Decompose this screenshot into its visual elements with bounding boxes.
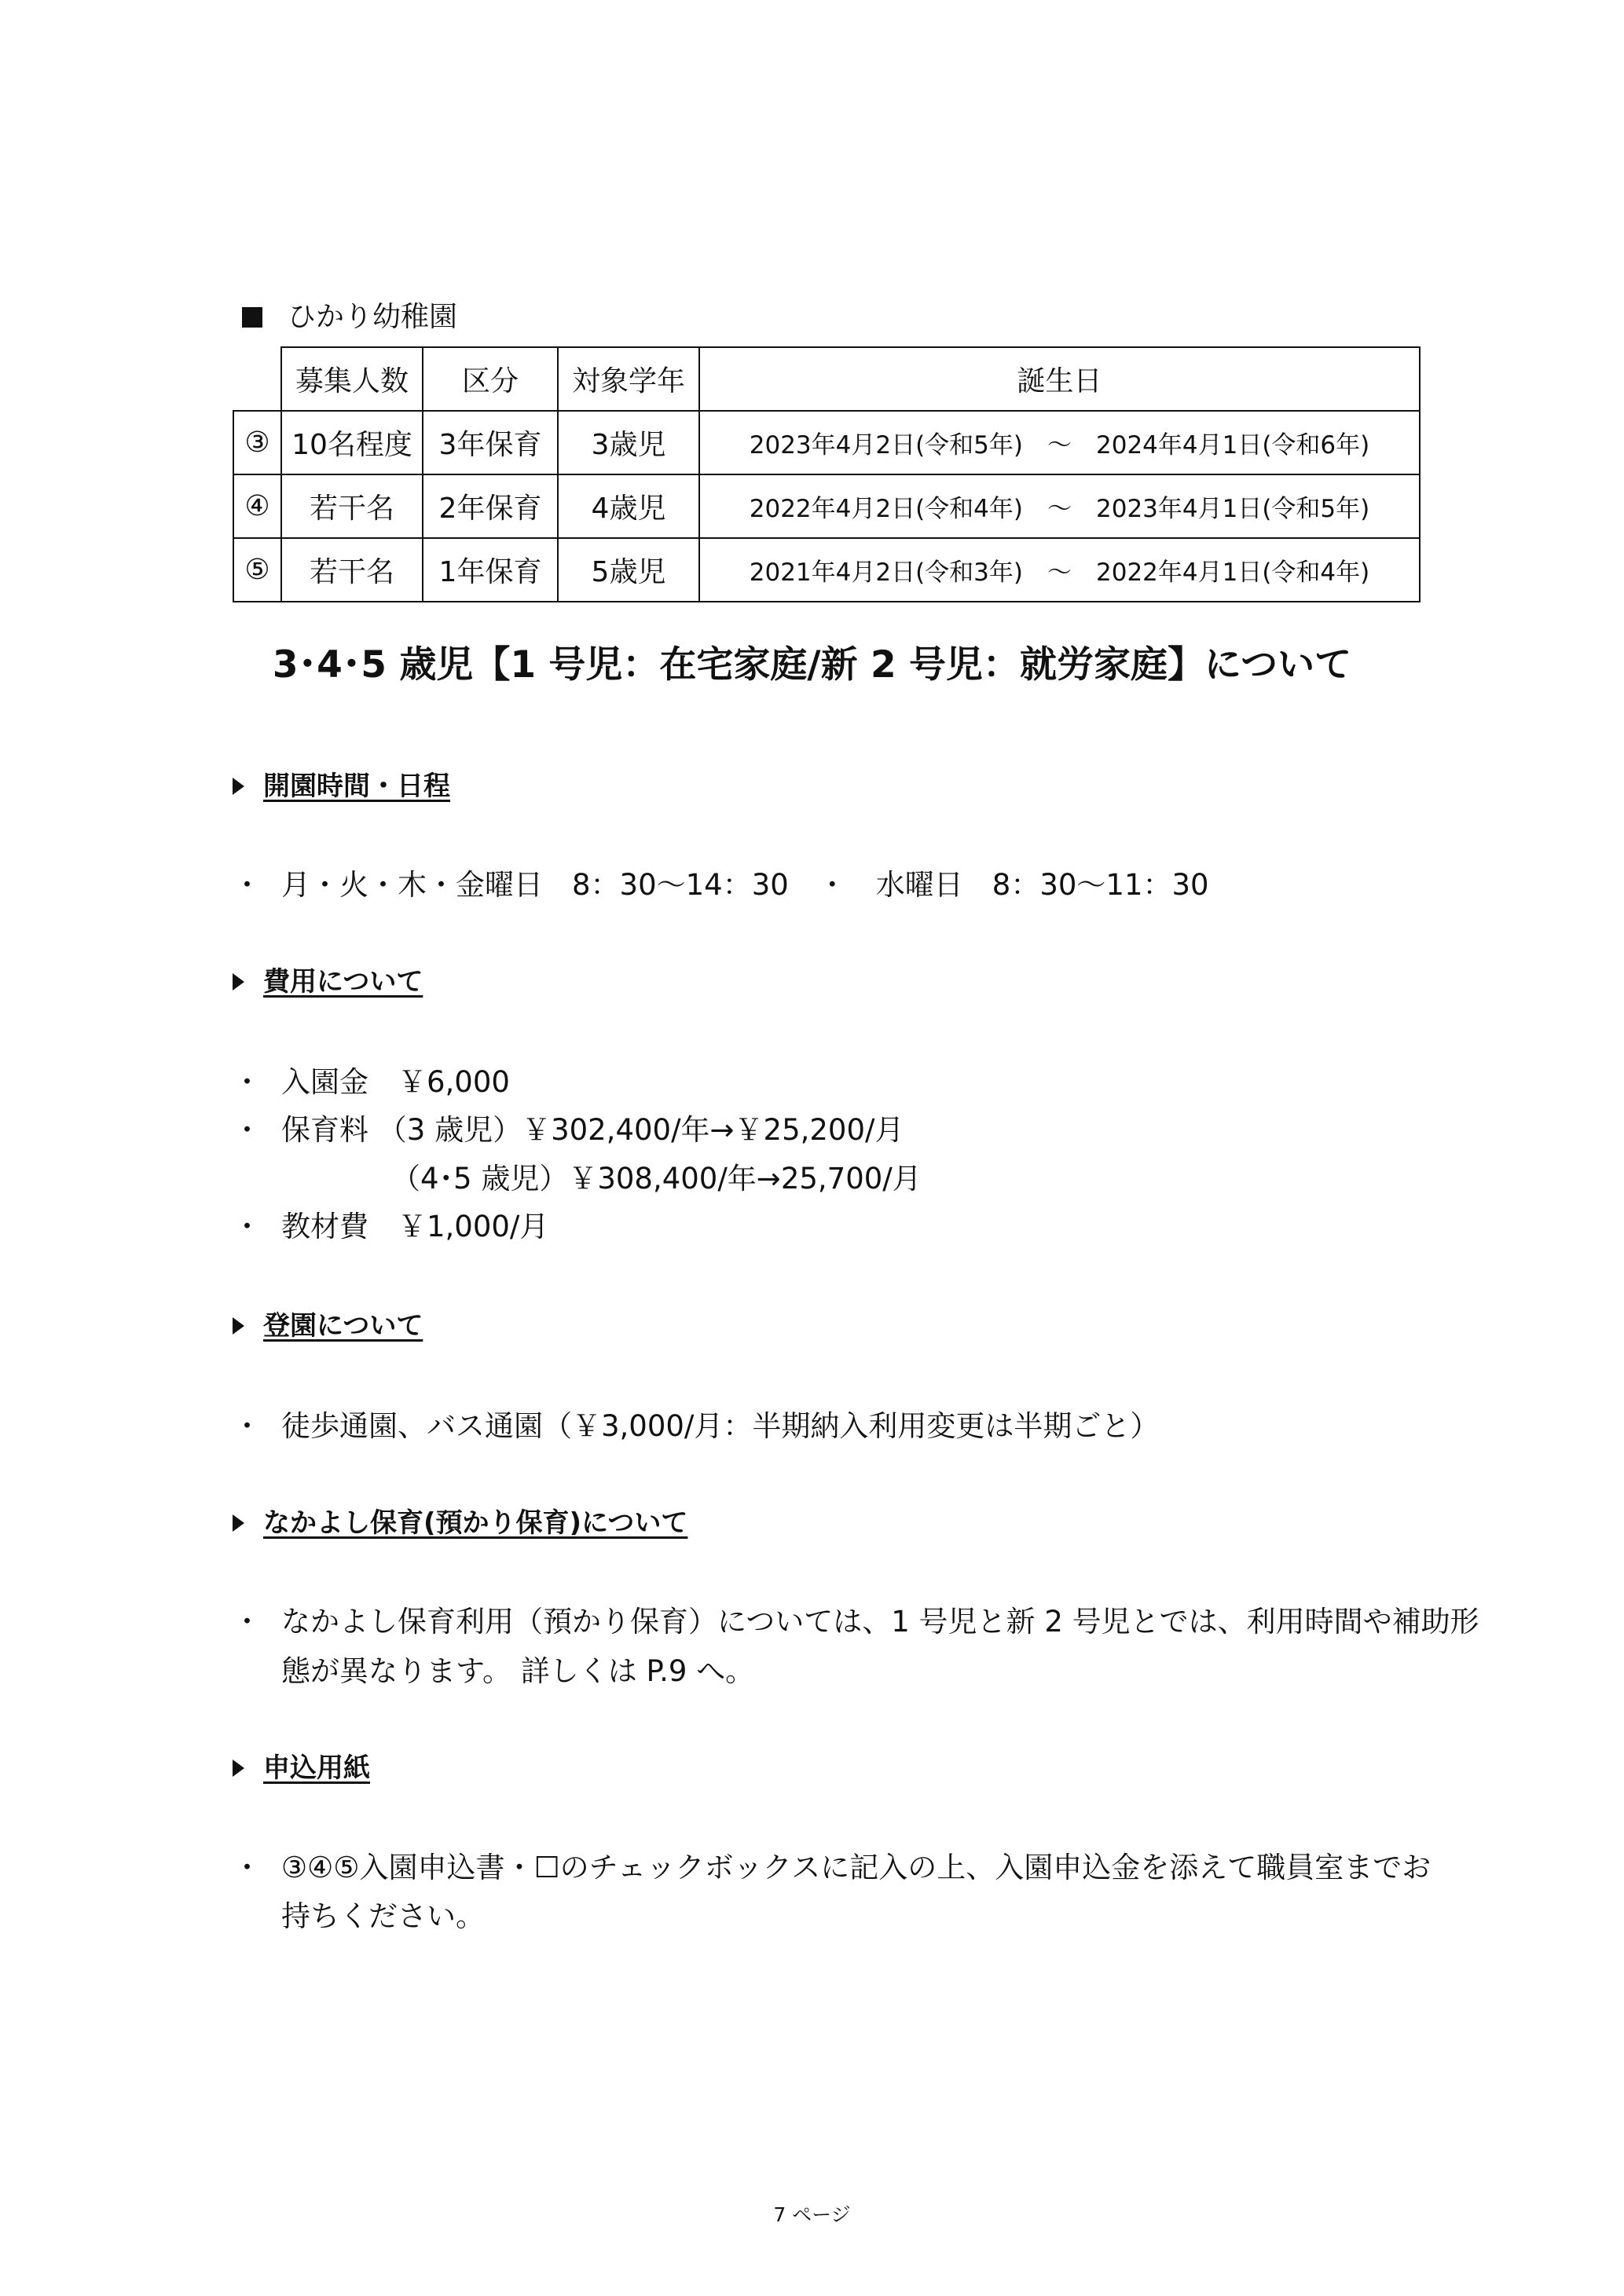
row-capacity: 若干名 <box>281 538 423 602</box>
header-capacity: 募集人数 <box>281 347 423 411</box>
table-row <box>233 474 1420 538</box>
list-item-continuation: 態が異なります。 詳しくは P.9 へ。 <box>281 1654 755 1688</box>
bullet-dot: ・ <box>233 1409 262 1443</box>
section-title-fees <box>233 964 423 1000</box>
section-title-text: 費用について <box>263 966 423 998</box>
row-birthdate: 2021年4月2日(令和3年) ～ 2022年4月1日(令和4年) <box>699 538 1420 602</box>
list-item-text: 月・火・木・金曜日 8：30～14：30 ・ 水曜日 8：30～11：30 <box>281 868 1209 902</box>
bullet-dot: ・ <box>233 1851 262 1884</box>
page-number: 7 ページ <box>773 2203 851 2226</box>
section-title-commute <box>233 1308 423 1344</box>
table-header-row <box>233 347 1420 411</box>
section-title-text: 登園について <box>263 1310 423 1342</box>
list-item-text: 徒歩通園、バス通園（￥3,000/月：半期納入利用変更は半期ごと） <box>281 1409 1160 1443</box>
list-item-text: ③④⑤入園申込書・☐のチェックボックスに記入の上、入園申込金を添えて職員室までお <box>281 1851 1432 1884</box>
header-category: 区分 <box>423 347 558 411</box>
section-title-childcare <box>233 1505 687 1541</box>
triangle-right-icon <box>233 1317 244 1335</box>
org-title-text: ひかり幼稚園 <box>288 301 458 333</box>
page-heading: 3･4･5 歳児【1 号児：在宅家庭/新 2 号児：就労家庭】について <box>272 643 1352 687</box>
list-item-continuation: （4･5 歳児）￥308,400/年→25,700/月 <box>391 1162 922 1196</box>
list-item-text: 教材費 ￥1,000/月 <box>281 1210 549 1243</box>
header-birthdate: 誕生日 <box>699 347 1420 411</box>
row-category: 1年保育 <box>423 538 558 602</box>
row-birthdate: 2022年4月2日(令和4年) ～ 2023年4月1日(令和5年) <box>699 474 1420 538</box>
bullet-dot: ・ <box>233 1065 262 1099</box>
row-grade: 3歳児 <box>558 411 699 474</box>
row-capacity: 10名程度 <box>281 411 423 474</box>
triangle-right-icon <box>233 778 244 795</box>
list-item <box>233 861 1209 910</box>
row-category: 2年保育 <box>423 474 558 538</box>
row-grade: 4歳児 <box>558 474 699 538</box>
bullet-dot: ・ <box>233 1113 262 1147</box>
triangle-right-icon <box>233 1514 244 1532</box>
list-item-text: なかよし保育利用（預かり保育）については、1 号児と新 2 号児とでは、利用時間や補助形 <box>281 1605 1479 1639</box>
row-grade: 5歳児 <box>558 538 699 602</box>
triangle-right-icon <box>233 1760 244 1777</box>
list-item-text: 入園金 ￥6,000 <box>281 1065 510 1099</box>
bullet-dot: ・ <box>233 1605 262 1639</box>
list-item-text: 保育料 （3 歳児）￥302,400/年→￥25,200/月 <box>281 1113 904 1147</box>
section-title-text: 申込用紙 <box>263 1752 370 1784</box>
list-item-continuation: 持ちください。 <box>281 1899 485 1933</box>
enrollment-table <box>233 346 1421 602</box>
section-title-text: なかよし保育(預かり保育)について <box>263 1507 688 1539</box>
section-title-text: 開園時間・日程 <box>263 771 450 802</box>
section-title-application <box>233 1750 370 1786</box>
bullet-dot: ・ <box>233 1210 262 1243</box>
table-row <box>233 411 1420 474</box>
table-header-corner <box>233 347 281 411</box>
row-category: 3年保育 <box>423 411 558 474</box>
list-item <box>233 1106 904 1155</box>
list-item <box>233 1058 510 1107</box>
row-birthdate: 2023年4月2日(令和5年) ～ 2024年4月1日(令和6年) <box>699 411 1420 474</box>
list-item <box>233 1203 548 1251</box>
list-item <box>233 1598 1479 1646</box>
row-capacity: 若干名 <box>281 474 423 538</box>
header-grade: 対象学年 <box>558 347 699 411</box>
row-mark: ③ <box>233 411 281 474</box>
row-mark: ④ <box>233 474 281 538</box>
square-bullet-icon <box>242 307 262 328</box>
list-item <box>233 1844 1431 1892</box>
bullet-dot: ・ <box>233 868 262 902</box>
list-item <box>233 1402 1159 1451</box>
org-title <box>242 300 457 335</box>
row-mark: ⑤ <box>233 538 281 602</box>
table-row <box>233 538 1420 602</box>
triangle-right-icon <box>233 973 244 991</box>
section-title-hours <box>233 768 450 804</box>
